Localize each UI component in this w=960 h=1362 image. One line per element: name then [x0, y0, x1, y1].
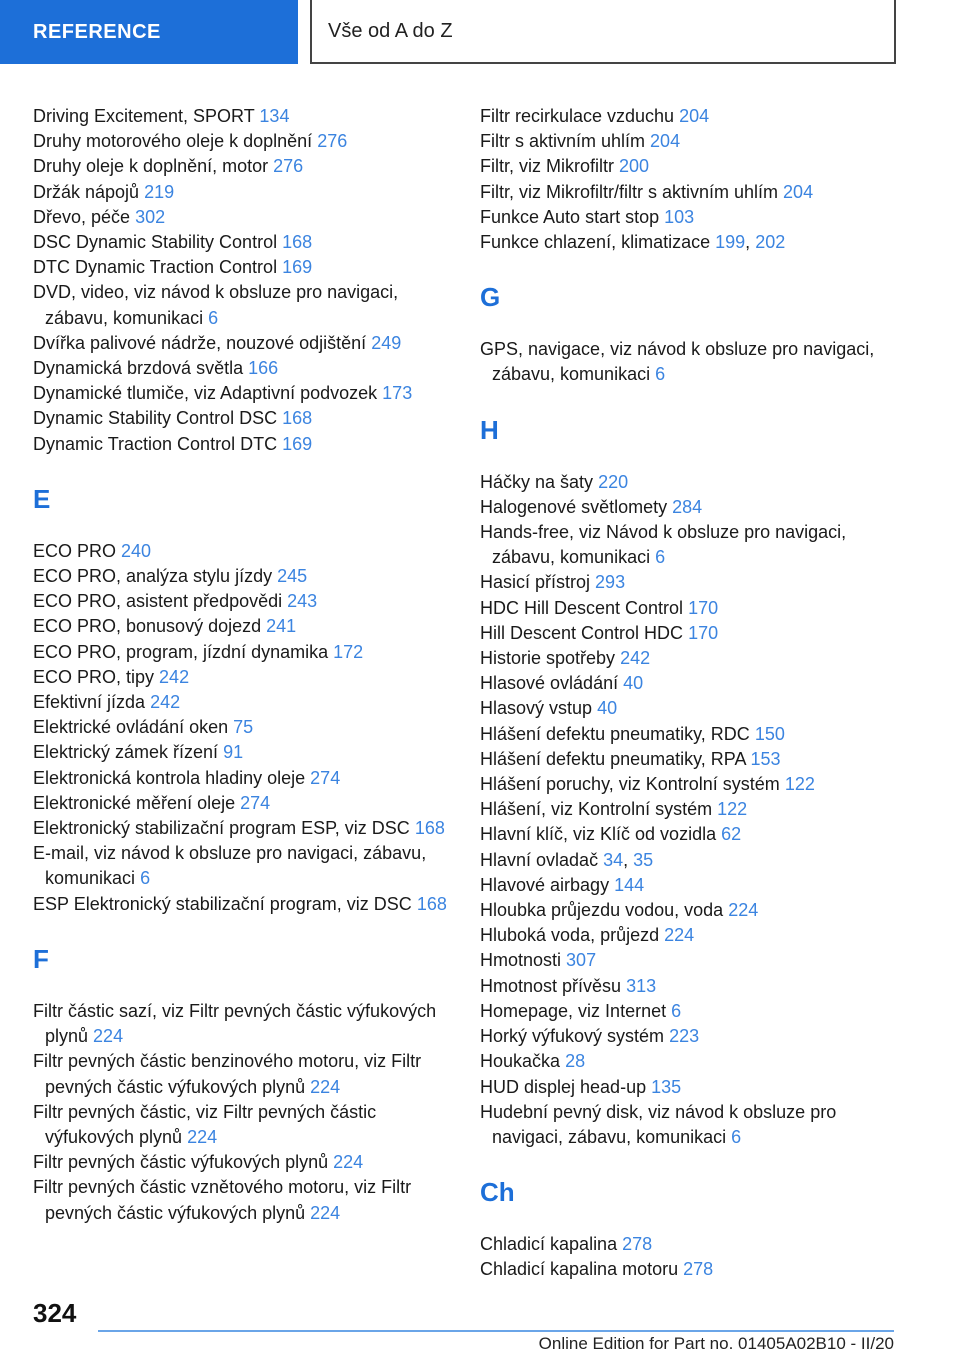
page-reference-link[interactable]: 35 — [633, 849, 654, 870]
page-reference-link[interactable]: 202 — [755, 232, 786, 253]
page-reference-link[interactable]: 172 — [333, 641, 364, 662]
index-entry — [33, 589, 453, 614]
page-reference-link[interactable]: 224 — [187, 1126, 218, 1147]
index-entry-term: Hlavové airbagy — [480, 874, 610, 895]
index-entry-term: Hlavní klíč, viz Klíč od vozidla — [480, 824, 717, 845]
index-entry-term: GPS, navigace, viz návod k obsluze pro navigaci, zábavu, komunikaci — [480, 339, 875, 385]
index-entry — [480, 772, 900, 797]
index-entry — [33, 230, 453, 255]
index-entry — [480, 1075, 900, 1100]
index-entry-term: Hlasové ovládání — [480, 673, 619, 694]
index-entry-term: Filtr pevných částic benzinového motoru, viz Filtr pevných částic výfukových plynů — [33, 1051, 422, 1097]
index-entry-term: Horký výfukový systém — [480, 1026, 665, 1047]
index-entry-term: Filtr, viz Mikrofiltr/filtr s aktivním uhlím — [480, 181, 779, 202]
index-entry-term: Elektronický stabilizační program ESP, viz DSC — [33, 818, 410, 839]
page-reference-link[interactable]: 278 — [622, 1234, 653, 1255]
index-entry — [480, 1049, 900, 1074]
index-entry — [33, 766, 453, 791]
index-entry-term: ECO PRO, tipy — [33, 666, 155, 687]
index-entry — [33, 690, 453, 715]
index-entry-term: DSC Dynamic Stability Control — [33, 232, 278, 253]
index-column-right — [480, 104, 900, 1283]
index-entry — [480, 898, 900, 923]
index-entry — [33, 180, 453, 205]
page-reference-link[interactable]: 168 — [282, 408, 313, 429]
index-entry-term: Dynamická brzdová světla — [33, 358, 244, 379]
page-reference-link[interactable]: 245 — [277, 566, 308, 587]
page-reference-link[interactable]: 122 — [784, 774, 815, 795]
index-entry — [480, 1024, 900, 1049]
index-entry — [480, 495, 900, 520]
page-reference-link[interactable]: 307 — [566, 950, 597, 971]
page-reference-link[interactable]: 34 — [603, 849, 624, 870]
page-reference-link[interactable]: 91 — [223, 742, 244, 763]
index-letter-heading: Ch — [480, 1177, 515, 1208]
index-entry-term: Houkačka — [480, 1051, 561, 1072]
index-entry-term: Druhy oleje k doplnění, motor — [33, 156, 269, 177]
index-entry-term: Držák nápojů — [33, 181, 140, 202]
index-entry-term: ECO PRO, program, jízdní dynamika — [33, 641, 329, 662]
index-entry-term: Filtr částic sazí, viz Filtr pevných částic výfukových plynů — [33, 1000, 437, 1047]
index-entry-term: Filtr s aktivním uhlím — [480, 131, 646, 152]
index-entry-term: Filtr pevných částic vznětového motoru, viz Filtr pevných částic výfukových plynů — [33, 1177, 412, 1223]
index-entry — [480, 999, 900, 1024]
page-reference-link[interactable]: 224 — [333, 1152, 364, 1173]
index-entry-term: Hlášení, viz Kontrolní systém — [480, 799, 713, 820]
index-entry-term: DTC Dynamic Traction Control — [33, 257, 278, 278]
index-entry-term: Elektronické měření oleje — [33, 792, 236, 813]
index-entry — [33, 816, 453, 841]
index-entry-term: Homepage, viz Internet — [480, 1000, 667, 1021]
index-entry — [480, 722, 900, 747]
section-label: REFERENCE — [33, 20, 161, 43]
index-entry-term: Filtr recirkulace vzduchu — [480, 106, 675, 126]
page-reference-link[interactable]: 168 — [416, 893, 447, 914]
page-reference-link[interactable]: 224 — [310, 1202, 341, 1223]
index-entry-term: DVD, video, viz návod k obsluze pro navigaci, zábavu, komunikaci — [33, 282, 399, 328]
index-entry-term: Hlášení defektu pneumatiky, RPA — [480, 748, 746, 769]
index-entry-term: Historie spotřeby — [480, 648, 616, 669]
page-reference-link[interactable]: 243 — [287, 591, 318, 612]
page-reference-link[interactable]: 75 — [233, 717, 254, 738]
index-entry — [480, 974, 900, 999]
index-letter-heading: E — [33, 483, 51, 514]
page-reference-link[interactable]: 170 — [688, 622, 719, 643]
page-reference-link[interactable]: 153 — [750, 748, 781, 769]
page-reference-link[interactable]: 276 — [317, 131, 348, 152]
index-entry — [480, 205, 900, 230]
index-entry — [480, 520, 900, 570]
index-entry — [33, 104, 453, 129]
index-entry — [480, 797, 900, 822]
page-reference-link[interactable]: 224 — [664, 925, 695, 946]
page-reference-link[interactable]: 144 — [614, 874, 645, 895]
index-entry — [480, 671, 900, 696]
page-reference-link[interactable]: 224 — [93, 1026, 124, 1047]
index-entry — [33, 205, 453, 230]
index-entry: Funkce chlazení, klimatizace 199, 202 — [480, 232, 786, 253]
page-reference-link[interactable]: 6 — [655, 364, 666, 385]
page-reference-link[interactable]: 274 — [310, 767, 341, 788]
index-entry — [33, 1150, 453, 1175]
index-entry — [480, 596, 900, 621]
index-entry-term: ECO PRO, asistent předpovědi — [33, 591, 283, 612]
index-entry-term: Elektrický zámek řízení — [33, 742, 219, 763]
page-reference-link[interactable]: 173 — [382, 383, 413, 404]
page-reference-link[interactable]: 219 — [144, 181, 175, 202]
page-reference-link[interactable]: 284 — [672, 496, 703, 517]
index-entry-term: Dřevo, péče — [33, 206, 131, 227]
page-reference-link[interactable]: 204 — [679, 106, 710, 126]
index-entry-term: Filtr pevných částic, viz Filtr pevných částic výfukových plynů — [33, 1101, 377, 1147]
index-entry — [480, 923, 900, 948]
index-letter-heading: H — [480, 414, 499, 445]
footer-divider — [98, 1330, 894, 1332]
page-reference-link[interactable]: 6 — [140, 868, 151, 889]
index-entry — [33, 665, 453, 690]
index-entry-term: Hudební pevný disk, viz návod k obsluze pro navigaci, zábavu, komunikaci — [480, 1101, 837, 1147]
page-reference-link[interactable]: 200 — [619, 156, 650, 177]
index-entry-term: Hlasový vstup — [480, 698, 593, 719]
index-entry — [480, 621, 900, 646]
index-entry: Hlavní ovladač 34, 35 — [480, 849, 654, 870]
index-entry-term: Hlášení poruchy, viz Kontrolní systém — [480, 774, 780, 795]
index-entry — [480, 1257, 900, 1282]
index-column-left — [33, 104, 453, 1226]
page-reference-link[interactable]: 242 — [620, 648, 651, 669]
page-reference-link[interactable]: 6 — [731, 1126, 742, 1147]
index-entry-term: Hands-free, viz Návod k obsluze pro navigaci, zábavu, komunikaci — [480, 522, 847, 568]
index-entry — [480, 696, 900, 721]
page-reference-link[interactable]: 62 — [721, 824, 742, 845]
page-reference-link[interactable]: 6 — [671, 1000, 682, 1021]
page-reference-link[interactable]: 6 — [208, 307, 219, 328]
index-entry-term: Hmotnost přívěsu — [480, 975, 622, 996]
index-entry-term: Dvířka palivové nádrže, nouzové odjištění — [33, 332, 367, 353]
index-entry — [480, 129, 900, 154]
index-entry — [33, 255, 453, 280]
page-reference-link[interactable]: 134 — [259, 106, 290, 126]
index-entry-term: Dynamic Stability Control DSC — [33, 408, 278, 429]
page-reference-link[interactable]: 242 — [159, 666, 190, 687]
index-entry-term: Halogenové světlomety — [480, 496, 668, 517]
index-entry-term: Hlavní ovladač — [480, 849, 599, 870]
index-entry-term: Hlášení defektu pneumatiky, RDC — [480, 723, 750, 744]
page-reference-link[interactable]: 168 — [282, 232, 313, 253]
page-reference-link[interactable]: 242 — [150, 692, 181, 713]
index-entry-term: HDC Hill Descent Control — [480, 597, 684, 618]
index-entry-term: HUD displej head-up — [480, 1076, 647, 1097]
page-reference-link[interactable]: 278 — [683, 1259, 714, 1280]
index-entry — [33, 280, 453, 330]
index-entry — [480, 154, 900, 179]
index-entry — [480, 337, 900, 387]
index-entry-term: E-mail, viz návod k obsluze pro navigaci, zábavu, komunikaci — [33, 843, 427, 889]
page-reference-link[interactable]: 224 — [728, 900, 759, 921]
index-entry — [33, 129, 453, 154]
index-entry — [480, 873, 900, 898]
index-entry — [33, 999, 453, 1049]
index-entry-term: ESP Elektronický stabilizační program, viz DSC — [33, 893, 412, 914]
page-reference-link[interactable]: 293 — [595, 572, 626, 593]
page-reference-link[interactable]: 170 — [688, 597, 719, 618]
index-entry-term: Hluboká voda, průjezd — [480, 925, 660, 946]
page-reference-link[interactable]: 168 — [414, 818, 445, 839]
page-reference-link[interactable]: 276 — [273, 156, 304, 177]
chapter-title-box — [310, 0, 896, 64]
page-reference-link[interactable]: 40 — [623, 673, 644, 694]
chapter-title: Vše od A do Z — [328, 19, 453, 42]
index-entry-term: Chladicí kapalina motoru — [480, 1259, 679, 1280]
section-tab — [0, 0, 298, 64]
index-entry — [480, 646, 900, 671]
index-entry-term: Háčky na šaty — [480, 471, 594, 492]
index-entry-term: Filtr pevných částic výfukových plynů — [33, 1152, 329, 1173]
index-entry-term: Hill Descent Control HDC — [480, 622, 684, 643]
index-letter-heading: G — [480, 282, 501, 313]
index-entry — [480, 747, 900, 772]
index-entry — [33, 154, 453, 179]
index-entry-term: Dynamic Traction Control DTC — [33, 433, 278, 454]
index-entry — [480, 570, 900, 595]
index-entry — [33, 406, 453, 431]
page-reference-link[interactable]: 169 — [282, 257, 313, 278]
index-entry-term: Funkce chlazení, klimatizace — [480, 232, 711, 253]
page-reference-link[interactable]: 150 — [754, 723, 785, 744]
index-entry-term: Elektrické ovládání oken — [33, 717, 229, 738]
index-entry — [33, 356, 453, 381]
index-entry-term: Hloubka průjezdu vodou, voda — [480, 900, 724, 921]
page-reference-link[interactable]: 40 — [597, 698, 618, 719]
index-entry-term: ECO PRO, bonusový dojezd — [33, 616, 262, 637]
index-entry — [480, 948, 900, 973]
index-entry-term: ECO PRO, analýza stylu jízdy — [33, 566, 273, 587]
page-reference-link[interactable]: 249 — [371, 332, 402, 353]
index-entry — [480, 1232, 900, 1257]
index-entry-term: Chladicí kapalina — [480, 1234, 618, 1255]
page-header — [0, 0, 960, 68]
footer-edition: Online Edition for Part no. 01405A02B10 - II/20 — [538, 1334, 894, 1353]
index-entry — [33, 1100, 453, 1150]
page-reference-link[interactable]: 302 — [135, 206, 166, 227]
page-reference-link[interactable]: 135 — [651, 1076, 682, 1097]
index-entry — [480, 180, 900, 205]
page-reference-link[interactable]: 274 — [240, 792, 271, 813]
index-entry — [480, 1100, 900, 1150]
index-entry — [33, 1175, 453, 1225]
index-entry — [33, 791, 453, 816]
page-reference-link[interactable]: 103 — [664, 206, 695, 227]
index-entry-term: Dynamické tlumiče, viz Adaptivní podvozek — [33, 383, 378, 404]
page-reference-link[interactable]: 169 — [282, 433, 313, 454]
page-reference-link[interactable]: 313 — [626, 975, 657, 996]
index-entry-term: Efektivní jízda — [33, 692, 146, 713]
index-entry — [33, 331, 453, 356]
page-reference-link[interactable]: 223 — [669, 1026, 700, 1047]
index-entry-term: ECO PRO — [33, 540, 117, 561]
index-entry — [33, 841, 453, 891]
index-entry — [480, 104, 900, 129]
index-entry — [33, 715, 453, 740]
index-entry — [480, 822, 900, 847]
index-entry — [33, 1049, 453, 1099]
page-reference-link[interactable]: 220 — [598, 471, 629, 492]
index-entry-term: Funkce Auto start stop — [480, 206, 660, 227]
index-entry-term: Filtr, viz Mikrofiltr — [480, 156, 614, 177]
index-entry — [33, 432, 453, 457]
page-reference-link[interactable]: 224 — [310, 1076, 341, 1097]
index-letter-heading: F — [33, 943, 49, 974]
index-entry — [33, 381, 453, 406]
page-reference-link[interactable]: 240 — [121, 540, 152, 561]
page-reference-link[interactable]: 6 — [655, 547, 666, 568]
page-reference-link[interactable]: 241 — [266, 616, 297, 637]
index-entry — [480, 470, 900, 495]
page-reference-link[interactable]: 166 — [248, 358, 279, 379]
page-reference-link[interactable]: 204 — [650, 131, 681, 152]
page-reference-link[interactable]: 199 — [715, 232, 746, 253]
index-entry-term: Elektronická kontrola hladiny oleje — [33, 767, 306, 788]
index-entry-term: Druhy motorového oleje k doplnění — [33, 131, 313, 152]
index-entry-term: Hasicí přístroj — [480, 572, 591, 593]
index-entry-term: Hmotnosti — [480, 950, 562, 971]
page-reference-link[interactable]: 204 — [783, 181, 814, 202]
index-entry — [33, 640, 453, 665]
index-entry — [33, 564, 453, 589]
index-entry — [33, 539, 453, 564]
page-number: 324 — [33, 1298, 77, 1328]
index-entry — [33, 740, 453, 765]
index-entry-term: Driving Excitement, SPORT — [33, 106, 255, 126]
page-reference-link[interactable]: 122 — [717, 799, 748, 820]
index-entry — [33, 892, 453, 917]
page-reference-link[interactable]: 28 — [565, 1051, 586, 1072]
index-entry — [33, 614, 453, 639]
